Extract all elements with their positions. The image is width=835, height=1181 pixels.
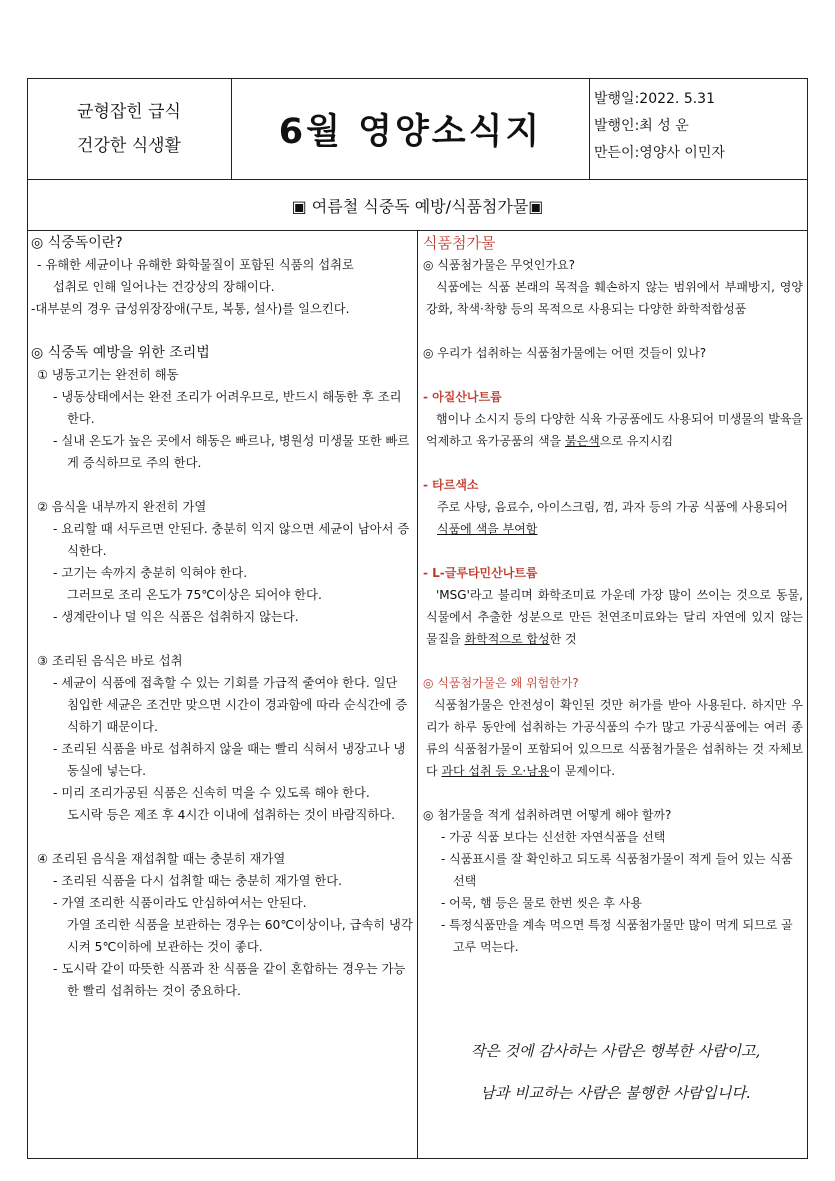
rule-2-item: - 생계란이나 덜 익은 식품은 섭취하지 않는다. <box>53 610 299 624</box>
header-slogan <box>27 78 232 179</box>
rule-3-item: - 미리 조리가공된 식품은 신속히 먹을 수 있도록 해야 한다. <box>53 786 370 800</box>
newsletter-title: 6월 영양소식지 <box>232 78 590 179</box>
additive-tar-dye: - 타르색소 <box>423 478 479 492</box>
tip-item: - 가공 식품 보다는 신선한 자연식품을 선택 <box>441 830 666 844</box>
rule-4-item-cont: 가열 조리한 식품을 보관하는 경우는 60℃이상이나, 급속히 냉각시켜 5℃이하에 보관하는 것이 좋다. <box>67 918 413 954</box>
slogan-line-1: 균형잡힌 급식 <box>77 101 181 122</box>
rule-2-item: - 요리할 때 서두르면 안된다. 충분히 익지 않으면 세균이 남아서 증식한다. <box>53 522 410 558</box>
topic-banner: ▣ 여름철 식중독 예방/식품첨가물▣ <box>27 179 808 231</box>
rule-4-item: - 가열 조리한 식품이라도 안심하여서는 안된다. <box>53 896 307 910</box>
question-how: ◎ 첨가물을 적게 섭취하려면 어떻게 해야 할까? <box>423 808 672 822</box>
additives-title: 식품첨가물 <box>423 234 496 252</box>
section-title-prevention: ◎ 식중독 예방을 위한 조리법 <box>31 345 210 361</box>
definition-line: - 유해한 세균이나 유해한 화학물질이 포함된 식품의 섭취로 <box>37 258 354 272</box>
question-which: ◎ 우리가 섭취하는 식품첨가물에는 어떤 것들이 있나? <box>423 346 707 360</box>
quote-line-2: 남과 비교하는 사람은 불행한 사람입니다. <box>480 1084 751 1102</box>
question-danger: ◎ 식품첨가물은 왜 위험한가? <box>423 676 579 690</box>
rule-2-item-cont: 그러므로 조리 온도가 75℃이상은 되어야 한다. <box>67 588 322 602</box>
additive-msg-desc: 'MSG'라고 불리며 화학조미료 가운데 가장 많이 쓰이는 것으로 동물, 식물에서 추출한 성분으로 만든 천연조미료와는 달리 자연에 있지 않는 물질을 화학적으로 합성한 것 <box>426 588 803 646</box>
additive-msg: - L-글루타민산나트륨 <box>423 566 538 580</box>
additive-nitrite-desc: 햄이나 소시지 등의 다양한 식육 가공품에도 사용되어 미생물의 발육을 억제하고 육가공품의 색을 붉은색으로 유지시킴 <box>426 412 803 448</box>
author: 만든이:영양사 이민자 <box>594 145 725 161</box>
slogan-line-2: 건강한 식생활 <box>77 135 181 156</box>
quote-line-1: 작은 것에 감사하는 사람은 행복한 사람이고, <box>470 1042 761 1060</box>
publisher: 발행인:최 성 운 <box>594 118 689 134</box>
closing-quote <box>423 1030 808 1114</box>
rule-2-title: ② 음식을 내부까지 완전히 가열 <box>37 500 207 514</box>
tip-item: - 특정식품만을 계속 먹으면 특정 식품첨가물만 많이 먹게 되므로 골고루 먹는다. <box>441 918 793 954</box>
tip-item: - 어묵, 햄 등은 물로 한번 씻은 후 사용 <box>441 896 642 910</box>
rule-3-item: - 세균이 식품에 접촉할 수 있는 기회를 가급적 줄여야 한다. 일단 침입한 세균은 조건만 맞으면 시간이 경과함에 따라 순식간에 증식하기 때문이다. <box>53 676 408 734</box>
rule-4-item: - 도시락 같이 따뜻한 식품과 찬 식품을 같이 혼합하는 경우는 가능한 빨리 섭취하는 것이 중요하다. <box>53 962 406 998</box>
tip-item: - 식품표시를 잘 확인하고 되도록 식품첨가물이 적게 들어 있는 식품 선택 <box>441 852 793 888</box>
additive-tar-dye-desc: 주로 사탕, 음료수, 아이스크림, 껌, 과자 등의 가공 식품에 사용되어 식품에 색을 부여함 <box>437 500 788 536</box>
definition-symptoms: -대부분의 경우 급성위장장애(구토, 복통, 설사)를 일으킨다. <box>31 302 350 316</box>
additive-nitrite: - 아질산나트륨 <box>423 390 502 404</box>
answer-what: 식품에는 식품 본래의 목적을 훼손하지 않는 범위에서 부패방지, 영양 강화, 착색·착향 등의 목적으로 사용되는 다양한 화학적합성품 <box>426 280 803 316</box>
issue-date: 발행일:2022. 5.31 <box>594 91 715 107</box>
column-divider <box>417 231 418 1159</box>
rule-1-item: - 실내 온도가 높은 곳에서 해동은 빠르나, 병원성 미생물 또한 빠르게 증식하므로 주의 한다. <box>53 434 410 470</box>
rule-3-item: - 조리된 식품을 바로 섭취하지 않을 때는 빨리 식혀서 냉장고나 냉동실에 넣는다. <box>53 742 406 778</box>
left-column <box>31 232 413 1002</box>
question-what: ◎ 식품첨가물은 무엇인가요? <box>423 258 575 272</box>
rule-1-item: - 냉동상태에서는 완전 조리가 어려우므로, 반드시 해동한 후 조리한다. <box>53 390 402 426</box>
rule-3-item-cont: 도시락 등은 제조 후 4시간 이내에 섭취하는 것이 바람직하다. <box>67 808 396 822</box>
rule-2-item: - 고기는 속까지 충분히 익혀야 한다. <box>53 566 248 580</box>
header-info <box>590 86 812 167</box>
right-column <box>423 232 803 958</box>
answer-danger: 식품첨가물은 안전성이 확인된 것만 허가를 받아 사용된다. 하지만 우리가 하루 동안에 섭취하는 가공식품의 수가 많고 가공식품에는 여러 종류의 식품첨가물이 포함되어 있으므로 식품첨가물은 섭취하는 것 자체보다 과다 섭취 등 오·남용이 문제이다. <box>426 698 803 778</box>
definition-line-cont: 섭취로 인해 일어나는 건강상의 장해이다. <box>53 280 275 294</box>
rule-4-item: - 조리된 식품을 다시 섭취할 때는 충분히 재가열 한다. <box>53 874 343 888</box>
section-title-food-poisoning: ◎ 식중독이란? <box>31 235 123 251</box>
rule-3-title: ③ 조리된 음식은 바로 섭취 <box>37 654 183 668</box>
rule-4-title: ④ 조리된 음식을 재섭취할 때는 충분히 재가열 <box>37 852 286 866</box>
rule-1-title: ① 냉동고기는 완전히 해동 <box>37 368 179 382</box>
